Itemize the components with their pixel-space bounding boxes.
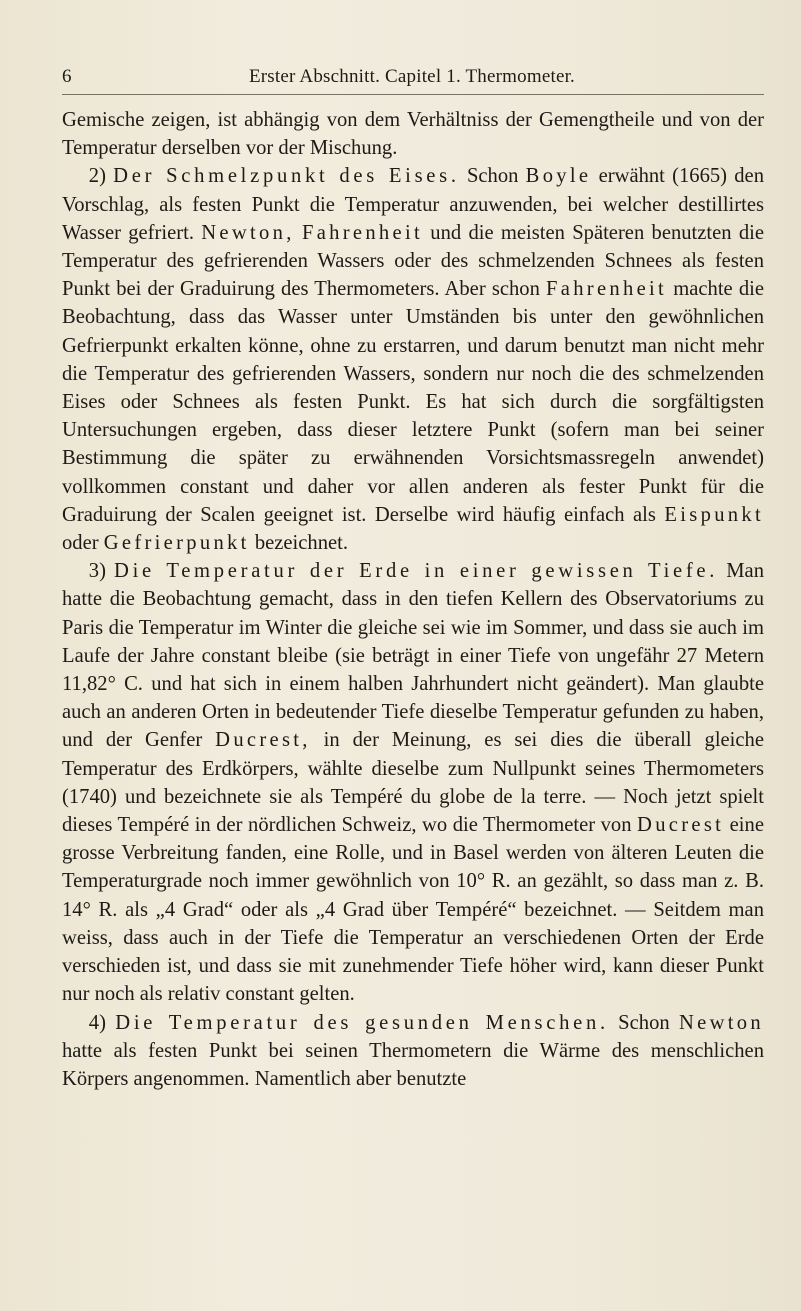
paragraph-erdtemperatur: 3) Die Temperatur der Erde in einer gewissen Tiefe. Man hatte die Beobachtung gemacht, dass in den tiefen Kellern des Observatoriums zu Paris die Temperatur im Winter die gleiche sei wie im Sommer, und dass sie auch im Laufe der Jahre constant bleibe (sie beträgt in einer Tiefe von ungefähr 27 Metern 11,82° C. und hat sich in einem halben Jahrhundert nicht geändert). Man glaubte auch an anderen Orten in bedeutender Tiefe dieselbe Temperatur gefunden zu haben, und der Genfer Ducrest, in der Meinung, es sei dies die überall gleiche Temperatur des Erdkörpers, wählte dieselbe zum Nullpunkt seines Thermometers (1740) und bezeichnete sie als Tempéré du globe de la terre. — Noch jetzt spielt dieses Tempéré in der nördlichen Schweiz, wo die Thermometer von Ducrest eine grosse Verbreitung fanden, eine Rolle, und in Basel werden von älteren Leuten die Temperaturgrade noch immer gewöhnlich von 10° R. an gezählt, so dass man z. B. 14° R. als „4 Grad“ oder als „4 Grad über Tempéré“ bezeichnet. — Seitdem man weiss, dass auch in der Tiefe die Temperatur an verschiedenen Orten der Erde verschieden ist, und dass sie mit zunehmender Tiefe höher wird, kann dieser Punkt nur noch als relativ constant gelten.	[62, 560, 764, 1006]
body-text	[62, 106, 764, 1093]
section-heading: Die Temperatur der Erde in einer gewissen Tiefe.	[114, 560, 719, 583]
item-number: 4)	[88, 1011, 106, 1034]
page-number: 6	[62, 66, 72, 87]
item-number: 3)	[88, 560, 106, 583]
section-heading: Die Temperatur des gesunden Menschen.	[115, 1011, 609, 1034]
name-fahrenheit: Fahrenheit	[301, 221, 423, 244]
term-gefrierpunkt: Gefrierpunkt	[103, 532, 250, 555]
term-eispunkt: Eispunkt	[664, 503, 764, 526]
name-boyle: Boyle	[525, 165, 592, 188]
name-newton: Newton,	[201, 221, 295, 244]
header-rule	[62, 94, 764, 95]
item-number: 2)	[88, 165, 106, 188]
name-ducrest: Ducrest	[637, 814, 725, 837]
name-newton: Newton	[679, 1011, 764, 1034]
paragraph-menschentemperatur: 4) Die Temperatur des gesunden Menschen. Schon Newton hatte als festen Punkt bei seinen Thermometern die Wärme des menschlichen Körpers angenommen. Namentlich aber benutzte	[62, 1011, 764, 1090]
paragraph-continuation: Gemische zeigen, ist abhängig von dem Verhältniss der Gemengtheile und von der Temperatur derselben vor der Mischung.	[62, 109, 764, 160]
paragraph-schmelzpunkt: 2) Der Schmelzpunkt des Eises. Schon Boyle erwähnt (1665) den Vorschlag, als festen Punkt die Temperatur anzuwenden, bei welcher destillirtes Wasser gefriert. Newton, Fahrenheit und die meisten Späteren benutzten die Temperatur des gefrierenden Wassers oder des schmelzenden Schnees als festen Punkt bei der Graduirung des Thermometers. Aber schon Fahrenheit machte die Beobachtung, dass das Wasser unter Umständen bis unter den gewöhnlichen Gefrierpunkt erkalten könne, ohne zu erstarren, und darum benutzt man nicht mehr die Temperatur des gefrierenden Wassers, sondern nur noch die des schmelzenden Eises oder Schnees als festen Punkt. Es hat sich durch die sorgfältigsten Untersuchungen ergeben, dass dieser letztere Punkt (sofern man bei seiner Bestimmung die später zu erwähnenden Vorsichtsmassregeln anwendet) vollkommen constant und daher vor allen anderen als fester Punkt für die Graduirung der Scalen geeignet ist. Derselbe wird häufig einfach als Eispunkt oder Gefrierpunkt bezeichnet.	[62, 165, 765, 555]
running-header	[62, 66, 762, 90]
section-heading: Der Schmelzpunkt des Eises.	[113, 165, 460, 188]
name-ducrest: Ducrest,	[215, 729, 311, 752]
name-fahrenheit: Fahrenheit	[546, 278, 668, 301]
running-title: Erster Abschnitt. Capitel 1. Thermometer.	[248, 66, 576, 87]
